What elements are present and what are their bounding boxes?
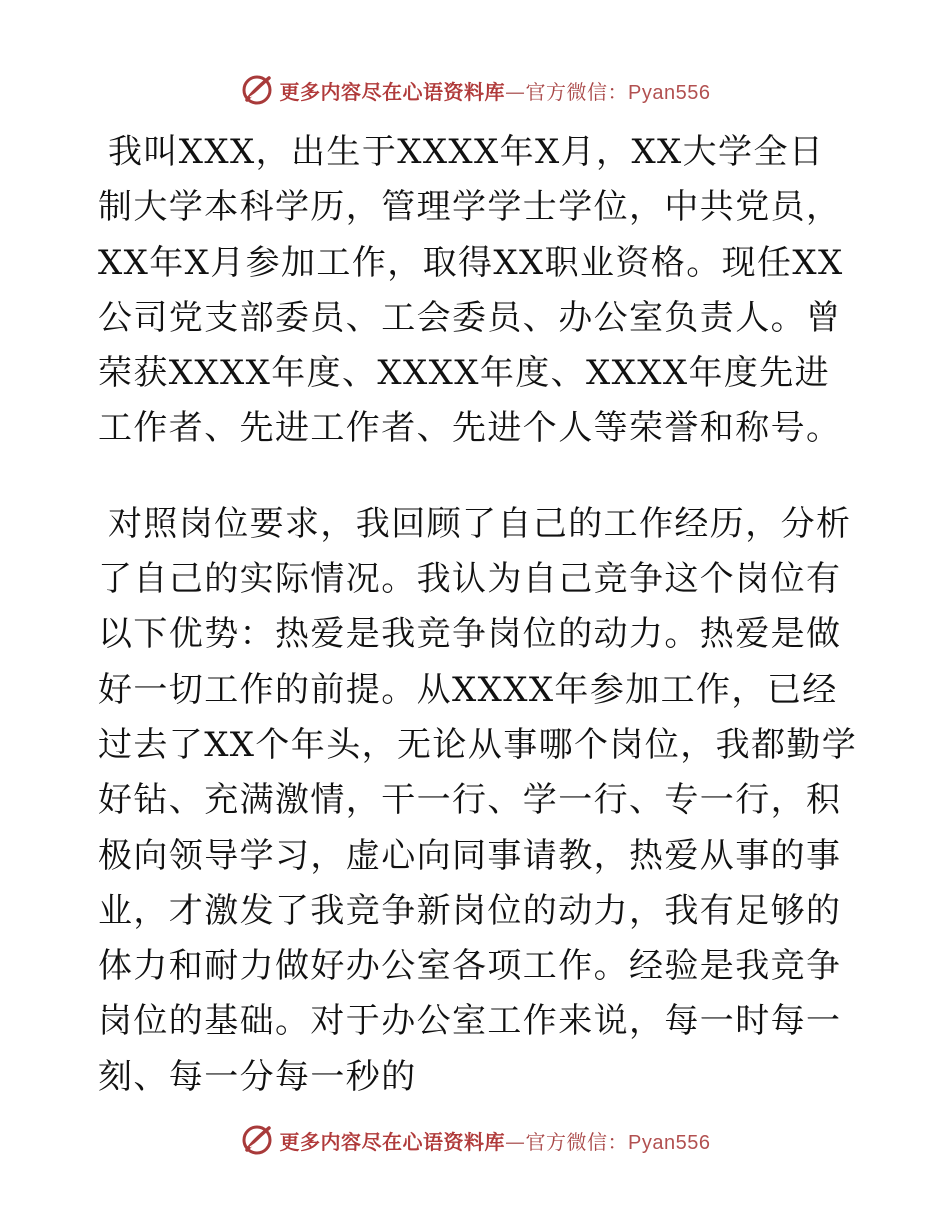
banner-main-text: 更多内容尽在心语资料库 xyxy=(279,1129,506,1154)
banner-wechat-label: 官方微信： xyxy=(525,79,629,104)
banner-wechat-id: Pyan556 xyxy=(628,1131,711,1154)
banner-separator: — xyxy=(505,79,526,104)
footer-banner xyxy=(0,1120,950,1160)
banner-wechat-label: 官方微信： xyxy=(525,1129,629,1154)
paragraph-2: 对照岗位要求，我回顾了自己的工作经历，分析了自己的实际情况。我认为自己竞争这个岗位有以下优势：热爱是我竞争岗位的动力。热爱是做好一切工作的前提。从XXXX年参加工作，已经过去了XX个年头，无论从事哪个岗位，我都勤学好钻、充满激情，干一行、学一行、专一行，积极向领导学习，虚心向同事请教，热爱从事的事业，才激发了我竞争新岗位的动力，我有足够的体力和耐力做好办公室各项工作。经验是我竞争岗位的基础。对于办公室工作来说，每一时每一刻、每一分每一秒的 xyxy=(98,503,858,1097)
document-body xyxy=(98,125,858,1105)
banner-separator: — xyxy=(505,1129,526,1154)
brush-logo-icon xyxy=(240,73,274,107)
banner-main-text: 更多内容尽在心语资料库 xyxy=(279,79,506,104)
paragraph-1: 我叫XXX，出生于XXXX年X月，XX大学全日制大学本科学历，管理学学士学位，中共党员，XX年X月参加工作，取得XX职业资格。现任XX公司党支部委员、工会委员、办公室负责人。曾荣获XXXX年度、XXXX年度、XXXX年度先进工作者、先进工作者、先进个人等荣誉和称号。 xyxy=(98,132,844,449)
banner-text xyxy=(280,76,711,105)
banner-wechat-id: Pyan556 xyxy=(628,81,711,104)
brush-logo-icon xyxy=(240,1123,274,1157)
banner-text xyxy=(280,1126,711,1155)
header-banner xyxy=(0,70,950,110)
